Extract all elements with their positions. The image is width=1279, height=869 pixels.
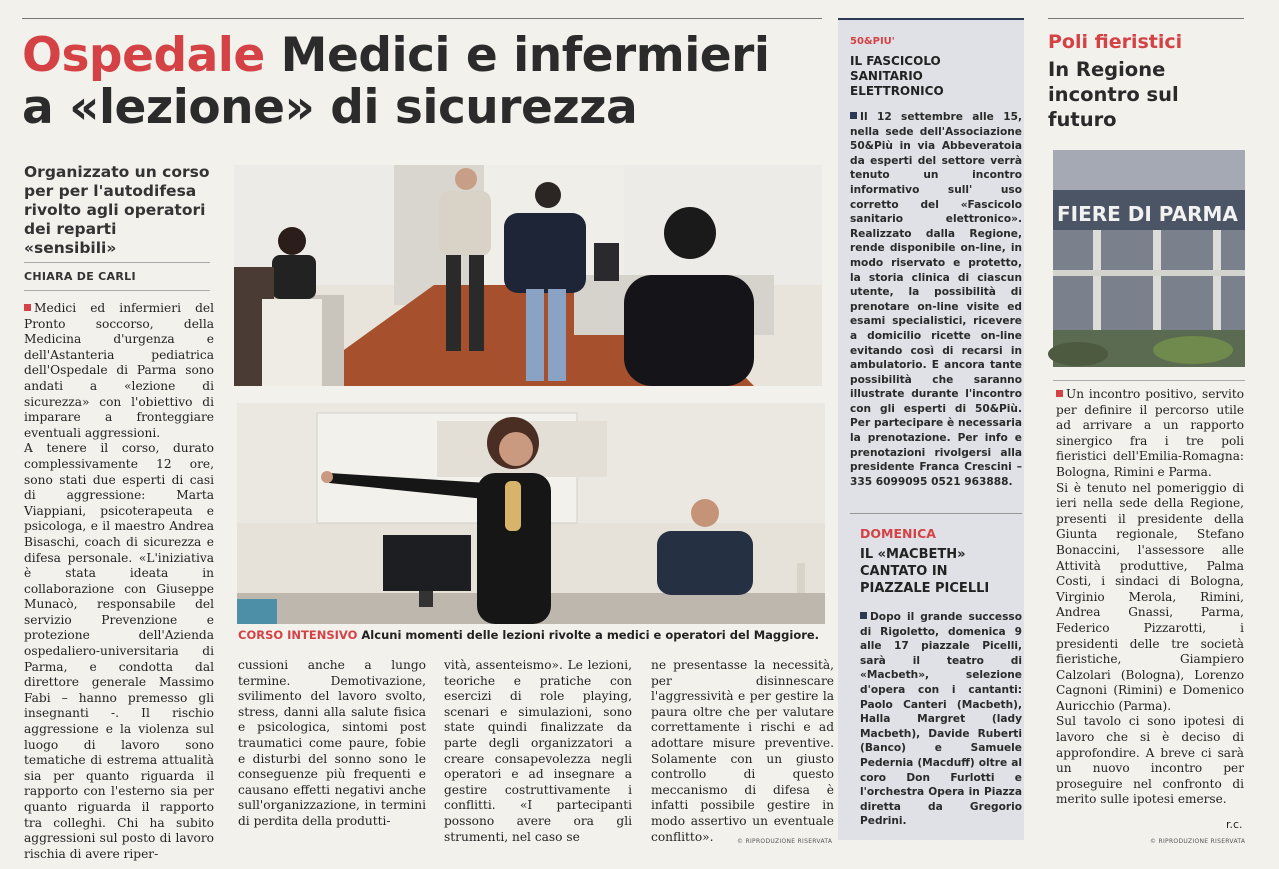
article-column-4: ne presentasse la necessità, per disinnescare l'aggressività e per gestire la paura oltre che per valutare correttamente i rischi e ad adottare misure preventive. Solamente con un giusto controllo di questo meccanismo di difesa è infatti possibile gestire in modo assertivo un eventuale conflitto».	[651, 658, 834, 844]
top-rule-right	[1048, 18, 1244, 19]
article-column-2: cussioni anche a lungo termine. Demotivazione, svilimento del lavoro svolto, stress, danni alla salute fisica e psicologica, sintomi post traumatici come paure, fobie e disturbi del sonno sono le conseguenze più frequenti e causano effetti negativi anche sull'organizzazione, in termini di perdita della produtti-	[238, 658, 426, 828]
right-kicker: Poli fieristici	[1048, 31, 1183, 53]
sidebar-text-2-body: Dopo il grande successo di Rigoletto, domenica 9 alle 17 piazzale Picelli, sarà il teatro di «Macbeth», selezione d'opera con i cantanti: Paolo Canteri (Macbeth), Halla Margret (lady Macbeth), Davide Ruberti (Banco) e Samuele Pedernia (Macduff) oltre al coro Don Furlotti e l'orchestra Opera in Piazza diretta da Gregorio Pedrini.	[860, 611, 1022, 828]
sidebar-text-1-body: Il 12 settembre alle 15, nella sede dell'Associazione 50&Più in via Abbeveratoia da esperti del settore verrà tenuto un incontro informativo sull' uso corretto del «Fascicolo sanitario elettronico». Realizzato dalla Regione, rende disponibile on-line, in modo riservato e protetto, la storia clinica di ciascun utente, la possibilità di prenotare on-line visite ed esami specialistici, ricevere a domicilio ricette on-line evitando così di recarsi in ambulatorio. E ancora tante possibilità che saranno illustrate durante l'incontro con gli esperti di 50&Più. Per partecipare è necessaria la prenotazione. Per info e prenotazioni rivolgersi alla presidente Franca Crescini – 335 6099095 0521 963888.	[850, 111, 1022, 488]
sidebar-divider	[850, 513, 1022, 514]
right-article-body	[1056, 387, 1244, 807]
top-rule-main	[22, 18, 822, 19]
byline: CHIARA DE CARLI	[24, 270, 136, 283]
sidebar-title-2: IL «MACBETH» CANTATO IN PIAZZALE PICELLI	[860, 547, 990, 596]
photo-speaker-image	[237, 403, 825, 624]
sidebar-text-2	[860, 610, 1022, 835]
right-paragraph-3: Sul tavolo ci sono ipotesi di lavoro che si è deciso di approfondire. A breve ci sarà un nuovo incontro per proseguire nel confronto di merito sulle ipotesi emerse.	[1056, 714, 1244, 807]
headline	[22, 30, 769, 134]
right-title: In Regione incontro sul futuro	[1048, 58, 1179, 131]
sidebar-label-2: DOMENICA	[860, 526, 936, 541]
article-column-3: vità, assenteismo». Le lezioni, teoriche e pratiche con esercizi di role playing, scenari e simulazioni, sono state quindi finalizzate da parte degli organizzatori a creare consapevolezza negli operatori e ad insegnare a gestire costruttivamente i conflitti. «I partecipanti possono avere ora gli strumenti, nel caso se	[444, 658, 632, 844]
article-column-1	[24, 301, 214, 861]
headline-kicker: Ospedale	[22, 28, 265, 83]
photo-fiere-image	[1053, 150, 1245, 367]
right-paragraph-2: Si è tenuto nel pomeriggio di ieri nella sede della Regione, presenti il presidente della Giunta regionale, Stefano Bonaccini, l'assessore alle Attività produttive, Palma Costi, i sindaci di Bologna, Virginio Merola, Rimini, Andrea Gnassi, Parma, Federico Pizzarotti, i presidenti delle tre società fieristiche, Giampiero Calzolari (Bologna), Lorenzo Cagnoni (Rimini) e Domenico Auricchio (Parma).	[1056, 480, 1244, 713]
right-paragraph-1-text: Un incontro positivo, servito per definire il percorso utile ad arrivare a un rapporto sinergico fra i tre poli fieristici dell'Emilia-Romagna: Bologna, Rimini e Parma.	[1056, 387, 1244, 479]
article-paragraph-1	[24, 301, 214, 441]
sidebar-label-1: 50&PIU'	[850, 36, 895, 47]
sidebar-marker-1	[850, 112, 857, 119]
headline-line-1	[22, 30, 769, 82]
right-signature: r.c.	[1226, 818, 1243, 831]
right-paragraph-1	[1056, 387, 1244, 481]
right-photo-rule	[1053, 380, 1245, 381]
right-paragraph-marker	[1056, 390, 1063, 397]
photo-caption	[238, 628, 828, 642]
caption-tag: CORSO INTENSIVO	[238, 628, 358, 642]
sidebar-text-1	[850, 110, 1022, 500]
sidebar-title-1: IL FASCICOLO SANITARIO ELETTRONICO	[850, 54, 944, 98]
paragraph-marker	[24, 304, 31, 311]
photo-fiere-di-parma	[1053, 150, 1245, 367]
caption-text: Alcuni momenti delle lezioni rivolte a medici e operatori del Maggiore.	[361, 628, 820, 642]
byline-rule	[24, 262, 210, 263]
byline-rule-2	[24, 290, 210, 291]
sidebar-marker-2	[860, 612, 867, 619]
subheadline: Organizzato un corso per per l'autodifesa rivolto agli operatori dei reparti «sensibili»	[24, 163, 210, 257]
photo-classroom	[234, 165, 822, 386]
article-paragraph-2: A tenere il corso, durato complessivamente 12 ore, sono stati due esperti di casi di aggressione: Marta Viappiani, psicoterapeuta e psicologa, e il maestro Andrea Bisaschi, coach di sicurezza e difesa personale. «L'iniziativa è stata ideata in collaborazione con Giuseppe Munacò, responsabile del servizio Prevenzione e protezione dell'Azienda ospedaliero-universitaria di Parma, e condotta dal direttore generale Massimo Fabi – hanno premesso gli insegnanti -. Il rischio aggressione e la violenza sul luogo di lavoro sono tematiche di estrema attualità sia per quanto riguarda il rapporto con l'esterno sia per quanto riguarda il rapporto tra colleghi. Chi ha subito aggressioni sul posto di lavoro rischia di avere riper-	[24, 441, 214, 861]
right-footnote: © RIPRODUZIONE RISERVATA	[1150, 838, 1246, 845]
headline-title-1: Medici e infermieri	[280, 28, 770, 83]
article-paragraph-1-text: Medici ed infermieri del Pronto soccorso, della Medicina d'urgenza e dell'Astanteria pediatrica dell'Ospedale di Parma sono andati a «lezione di sicurezza» con l'obiettivo di imparare a fronteggiare eventuali aggressioni.	[24, 301, 214, 440]
photo-speaker	[237, 403, 825, 624]
sidebar-box	[838, 20, 1024, 840]
main-footnote: © RIPRODUZIONE RISERVATA	[737, 838, 833, 845]
fiere-sign: FIERE DI PARMA	[1057, 202, 1238, 226]
photo-classroom-image	[234, 165, 822, 386]
headline-title-2: a «lezione» di sicurezza	[22, 80, 638, 135]
